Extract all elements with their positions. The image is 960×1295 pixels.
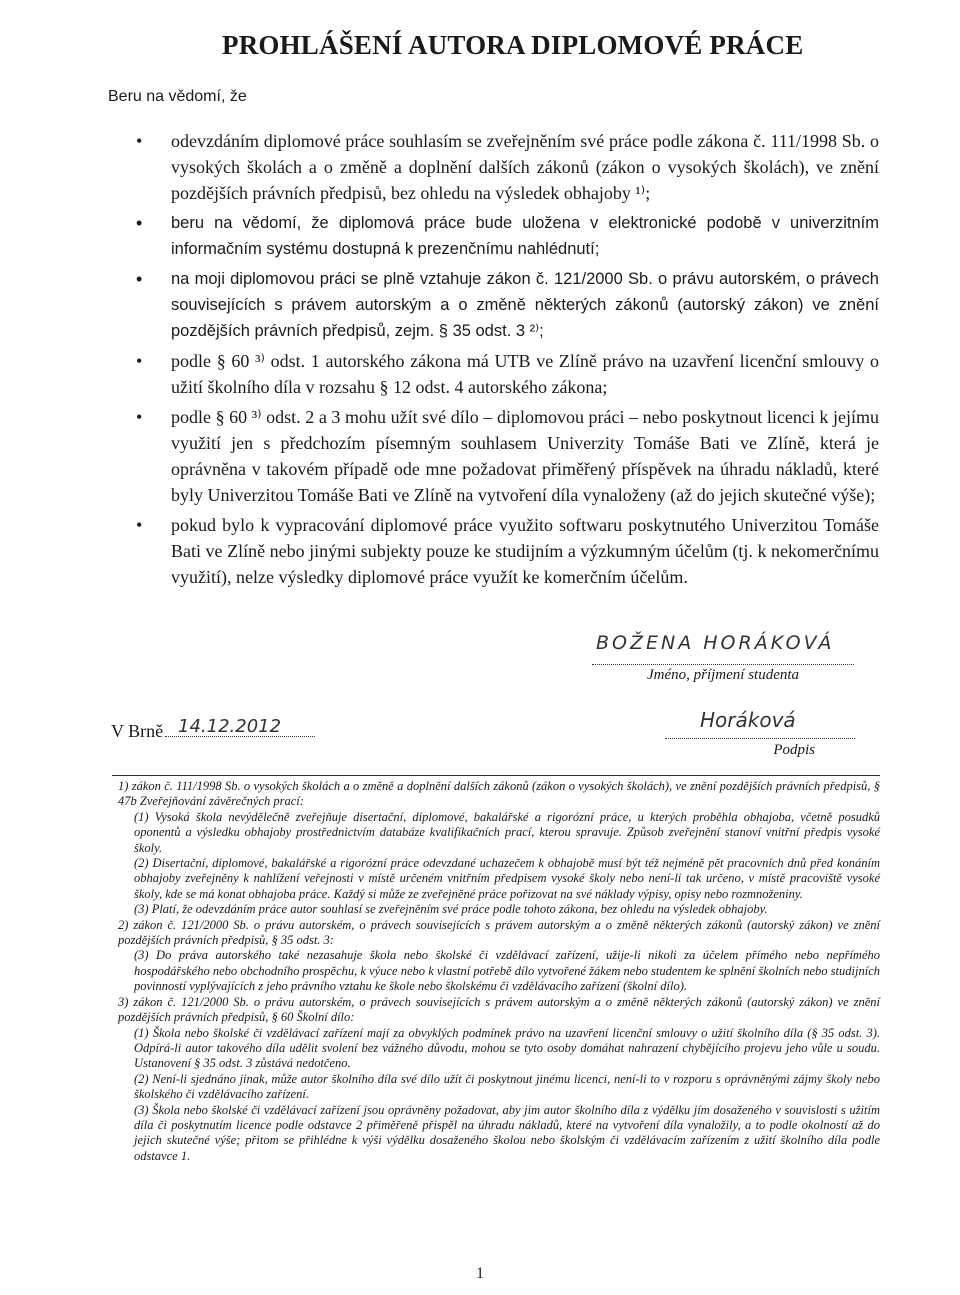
footnote-paragraph: (1) Vysoká škola nevýdělečně zveřejňuje disertační, diplomové, bakalářské a rigorózní práce, u kterých proběhla obhajoba, včetně posudků oponentů a výsledku obhajoby prostřednictvím databáze kvalifikačních prací, kterou spravuje. Způsob zveřejnění stanoví vnitřní předpis vysoké školy. xyxy=(134,809,880,855)
list-item: • odevzdáním diplomové práce souhlasím se zveřejněním své práce podle zákona č. 111/1998 Sb. o vysokých školách a o změně a doplnění dalších zákonů (zákon o vysokých školách), ve znění pozdějších právních předpisů, bez ohledu na výsledek obhajoby ¹⁾; xyxy=(134,128,879,206)
footnote-paragraph: (2) Není-li sjednáno jinak, může autor školního díla své dílo užít či poskytnout jinému licenci, není-li to v rozporu s oprávněnými zájmy školy nebo školského či vzdělávacího zařízení. xyxy=(134,1071,880,1102)
footnote-paragraph: (1) Škola nebo školské či vzdělávací zařízení mají za obvyklých podmínek právo na uzavření licenční smlouvy o užití školního díla (§ 35 odst. 3). Odpírá-li autor takového díla udělit svolení bez vážného důvodu, mohou se tyto osoby domáhat nahrazení chybějícího projevu jeho vůle u soudu. Ustanovení § 35 odst. 3 zůstává nedotčeno. xyxy=(134,1025,880,1071)
declaration-list xyxy=(134,128,879,594)
footnote-paragraph: (2) Disertační, diplomové, bakalářské a rigorózní práce odevzdané uchazečem k obhajobě musí být též nejméně pět pracovních dnů před konáním obhajoby zveřejněny k nahlížení veřejnosti v místě určeném vnitřním předpisem vysoké školy nebo není-li tak určeno, v místě pracoviště vysoké školy, kde se má konat obhajoba práce. Každý si může ze zveřejněné práce pořizovat na své náklady výpisy, opisy nebo rozmnoženiny. xyxy=(134,856,880,901)
list-item: • pokud bylo k vypracování diplomové práce využito softwaru poskytnutého Univerzitou Tomáše Bati ve Zlíně nebo jinými subjekty pouze ke studijním a výzkumným účelům (tj. k nekomerčnímu využití), nelze výsledky diplomové práce využít ke komerčním účelům. xyxy=(134,512,879,590)
page-title: PROHLÁŠENÍ AUTORA DIPLOMOVÉ PRÁCE xyxy=(222,30,804,60)
footnote: 1) zákon č. 111/1998 Sb. o vysokých školách a o změně a doplnění dalších zákonů (zákon o vysokých školách), ve znění pozdějších právních předpisů, § 47b Zveřejňování závěrečných prací: xyxy=(118,779,880,809)
handwritten-name: BOŽENA HORÁKOVÁ xyxy=(596,632,835,654)
footnotes xyxy=(118,779,880,1164)
footnote-paragraph: (3) Do práva autorského také nezasahuje škola nebo školské či vzdělávací zařízení, užije-li nikoli za účelem přímého nebo nepřímého hospodářského nebo obchodního prospěchu, k výuce nebo k vlastní potřebě dílo vytvořené žákem nebo studentem ke splnění školních nebo studijních povinností vyplývajících z jeho právního vztahu ke škole nebo školskému či vzdělávacího zařízení (školní dílo). xyxy=(134,948,880,994)
list-item: • podle § 60 ³⁾ odst. 1 autorského zákona má UTB ve Zlíně právo na uzavření licenční smlouvy o užití školního díla v rozsahu § 12 odst. 4 autorského zákona; xyxy=(134,348,879,400)
place-text: V Brně xyxy=(111,721,164,741)
footnote: 3) zákon č. 121/2000 Sb. o právu autorském, o právech souvisejících s právem autorským a o změně některých zákonů (autorský zákon) ve znění pozdějších právních předpisů, § 60 Školní dílo: xyxy=(118,994,880,1025)
intro-text: Beru na vědomí, že xyxy=(108,88,247,105)
name-label: Jméno, příjmení studenta xyxy=(646,667,800,683)
list-item: • beru na vědomí, že diplomová práce bude uložena v elektronické podobě v univerzitním informačním systému dostupná k prezenčnímu nahlédnutí; xyxy=(134,210,879,262)
list-item: • na moji diplomovou práci se plně vztahuje zákon č. 121/2000 Sb. o právu autorském, o právech souvisejících s právem autorským a o změně některých zákonů (autorský zákon) ve znění pozdějších právních předpisů, zejm. § 35 odst. 3 ²⁾; xyxy=(134,266,879,344)
handwritten-signature: Horáková xyxy=(700,708,796,732)
page-number: 1 xyxy=(476,1265,484,1282)
handwritten-date: 14.12.2012 xyxy=(178,716,282,737)
signature-label: Podpis xyxy=(773,742,815,758)
footnote: 2) zákon č. 121/2000 Sb. o právu autorském, o právech souvisejících s právem autorským a o změně některých zákonů (autorský zákon) ve znění pozdějších právních předpisů, § 35 odst. 3: xyxy=(118,917,880,948)
footnote-paragraph: (3) Škola nebo školské či vzdělávací zařízení jsou oprávněny požadovat, aby jim autor školního díla z výdělku jím dosaženého v souvislosti s užitím díla či poskytnutím licence podle odstavce 2 přiměřeně přispěl na úhradu nákladů, které na vytvoření díla vynaložily, a to podle okolností až do jejich skutečné výše; přitom se přihlédne k výši výdělku dosaženého školou nebo školským či vzdělávacím zařízením z užití školního díla podle odstavce 1. xyxy=(134,1102,880,1163)
list-item: • podle § 60 ³⁾ odst. 2 a 3 mohu užít své dílo – diplomovou práci – nebo poskytnout licenci k jejímu využití jen s předchozím písemným souhlasem Univerzity Tomáše Bati ve Zlíně, která je oprávněna v takovém případě ode mne požadovat přiměřený příspěvek na úhradu nákladů, které byly Univerzitou Tomáše Bati ve Zlíně na vytvoření díla vynaloženy (až do jejich skutečné výše); xyxy=(134,404,879,508)
footnote-divider xyxy=(112,775,880,776)
footnote-paragraph: (3) Platí, že odevzdáním práce autor souhlasí se zveřejněním své práce podle tohoto zákona, bez ohledu na výsledek obhajoby. xyxy=(134,902,768,917)
